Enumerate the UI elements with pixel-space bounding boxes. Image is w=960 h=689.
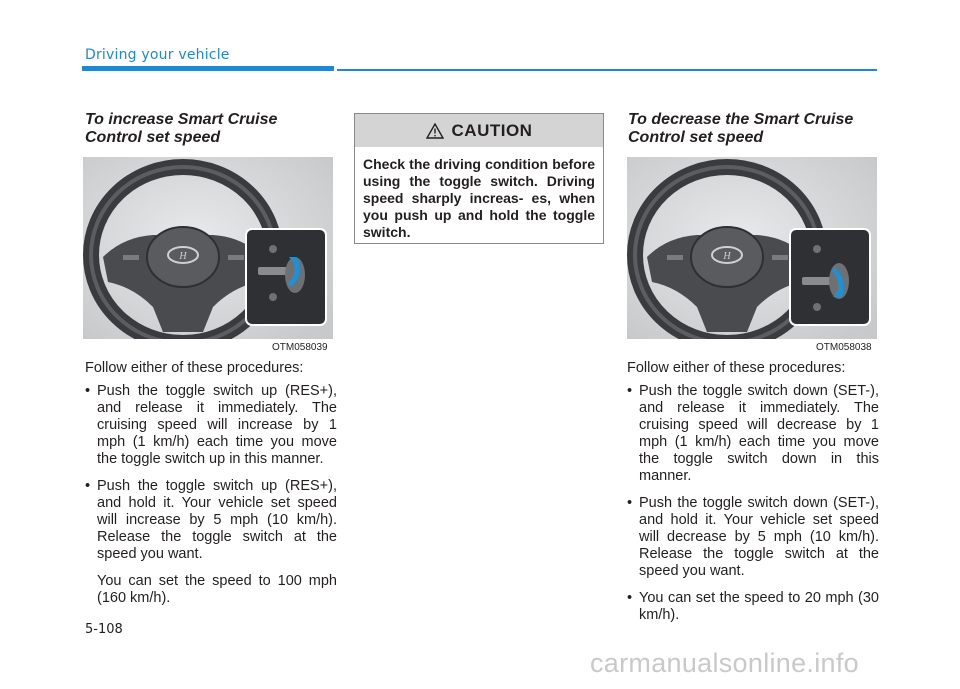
caution-text: Check the driving condition before using the toggle switch. Driving speed sharply increas- es, when you push up and hold the toggle switch. bbox=[363, 156, 595, 240]
steering-wheel-icon bbox=[83, 157, 333, 339]
svg-text:H: H bbox=[723, 251, 731, 262]
left-note: You can set the speed to 100 mph (160 km/h). bbox=[97, 573, 337, 606]
right-intro: Follow either of these procedures: bbox=[627, 360, 846, 376]
header-rule-thick bbox=[82, 66, 334, 71]
page-number: 5-108 bbox=[85, 622, 123, 637]
right-bullets bbox=[627, 383, 879, 624]
warning-triangle-icon bbox=[426, 123, 444, 139]
list-item: • Push the toggle switch down (SET-), and hold it. Your vehicle set speed will decrease by 5 mph (10 km/h). Release the toggle switch at the speed you want. bbox=[627, 495, 879, 580]
caution-header bbox=[355, 114, 603, 147]
decrease-speed-heading: To decrease the Smart Cruise Control set speed bbox=[628, 111, 854, 146]
figure-code-left: OTM058039 bbox=[272, 342, 328, 353]
svg-text:H: H bbox=[179, 251, 187, 262]
right-procedure-text bbox=[627, 360, 879, 634]
list-item: • Push the toggle switch up (RES+), and release it immediately. The cruising speed will increase by 1 mph (1 km/h) each time you move the toggle switch up in this manner. bbox=[85, 383, 337, 468]
watermark: carmanualsonline.info bbox=[590, 648, 859, 678]
steering-wheel-figure-up bbox=[83, 157, 333, 339]
left-bullets bbox=[85, 383, 337, 563]
caution-title: CAUTION bbox=[451, 120, 533, 140]
section-title: Driving your vehicle bbox=[85, 47, 230, 63]
left-intro: Follow either of these procedures: bbox=[85, 360, 304, 376]
increase-speed-heading: To increase Smart Cruise Control set speed bbox=[85, 111, 278, 146]
figure-code-right: OTM058038 bbox=[816, 342, 872, 353]
header-rule-thin bbox=[337, 69, 877, 71]
list-item: • You can set the speed to 20 mph (30 km/h). bbox=[627, 590, 879, 624]
caution-box bbox=[354, 113, 604, 244]
steering-wheel-figure-down bbox=[627, 157, 877, 339]
steering-wheel-icon bbox=[627, 157, 877, 339]
list-item: • Push the toggle switch up (RES+), and hold it. Your vehicle set speed will increase by 5 mph (10 km/h). Release the toggle switch at the speed you want. bbox=[85, 478, 337, 563]
list-item: • Push the toggle switch down (SET-), and release it immediately. The cruising speed will decrease by 1 mph (1 km/h) each time you move the toggle switch down in this manner. bbox=[627, 383, 879, 485]
left-procedure-text bbox=[85, 360, 337, 622]
